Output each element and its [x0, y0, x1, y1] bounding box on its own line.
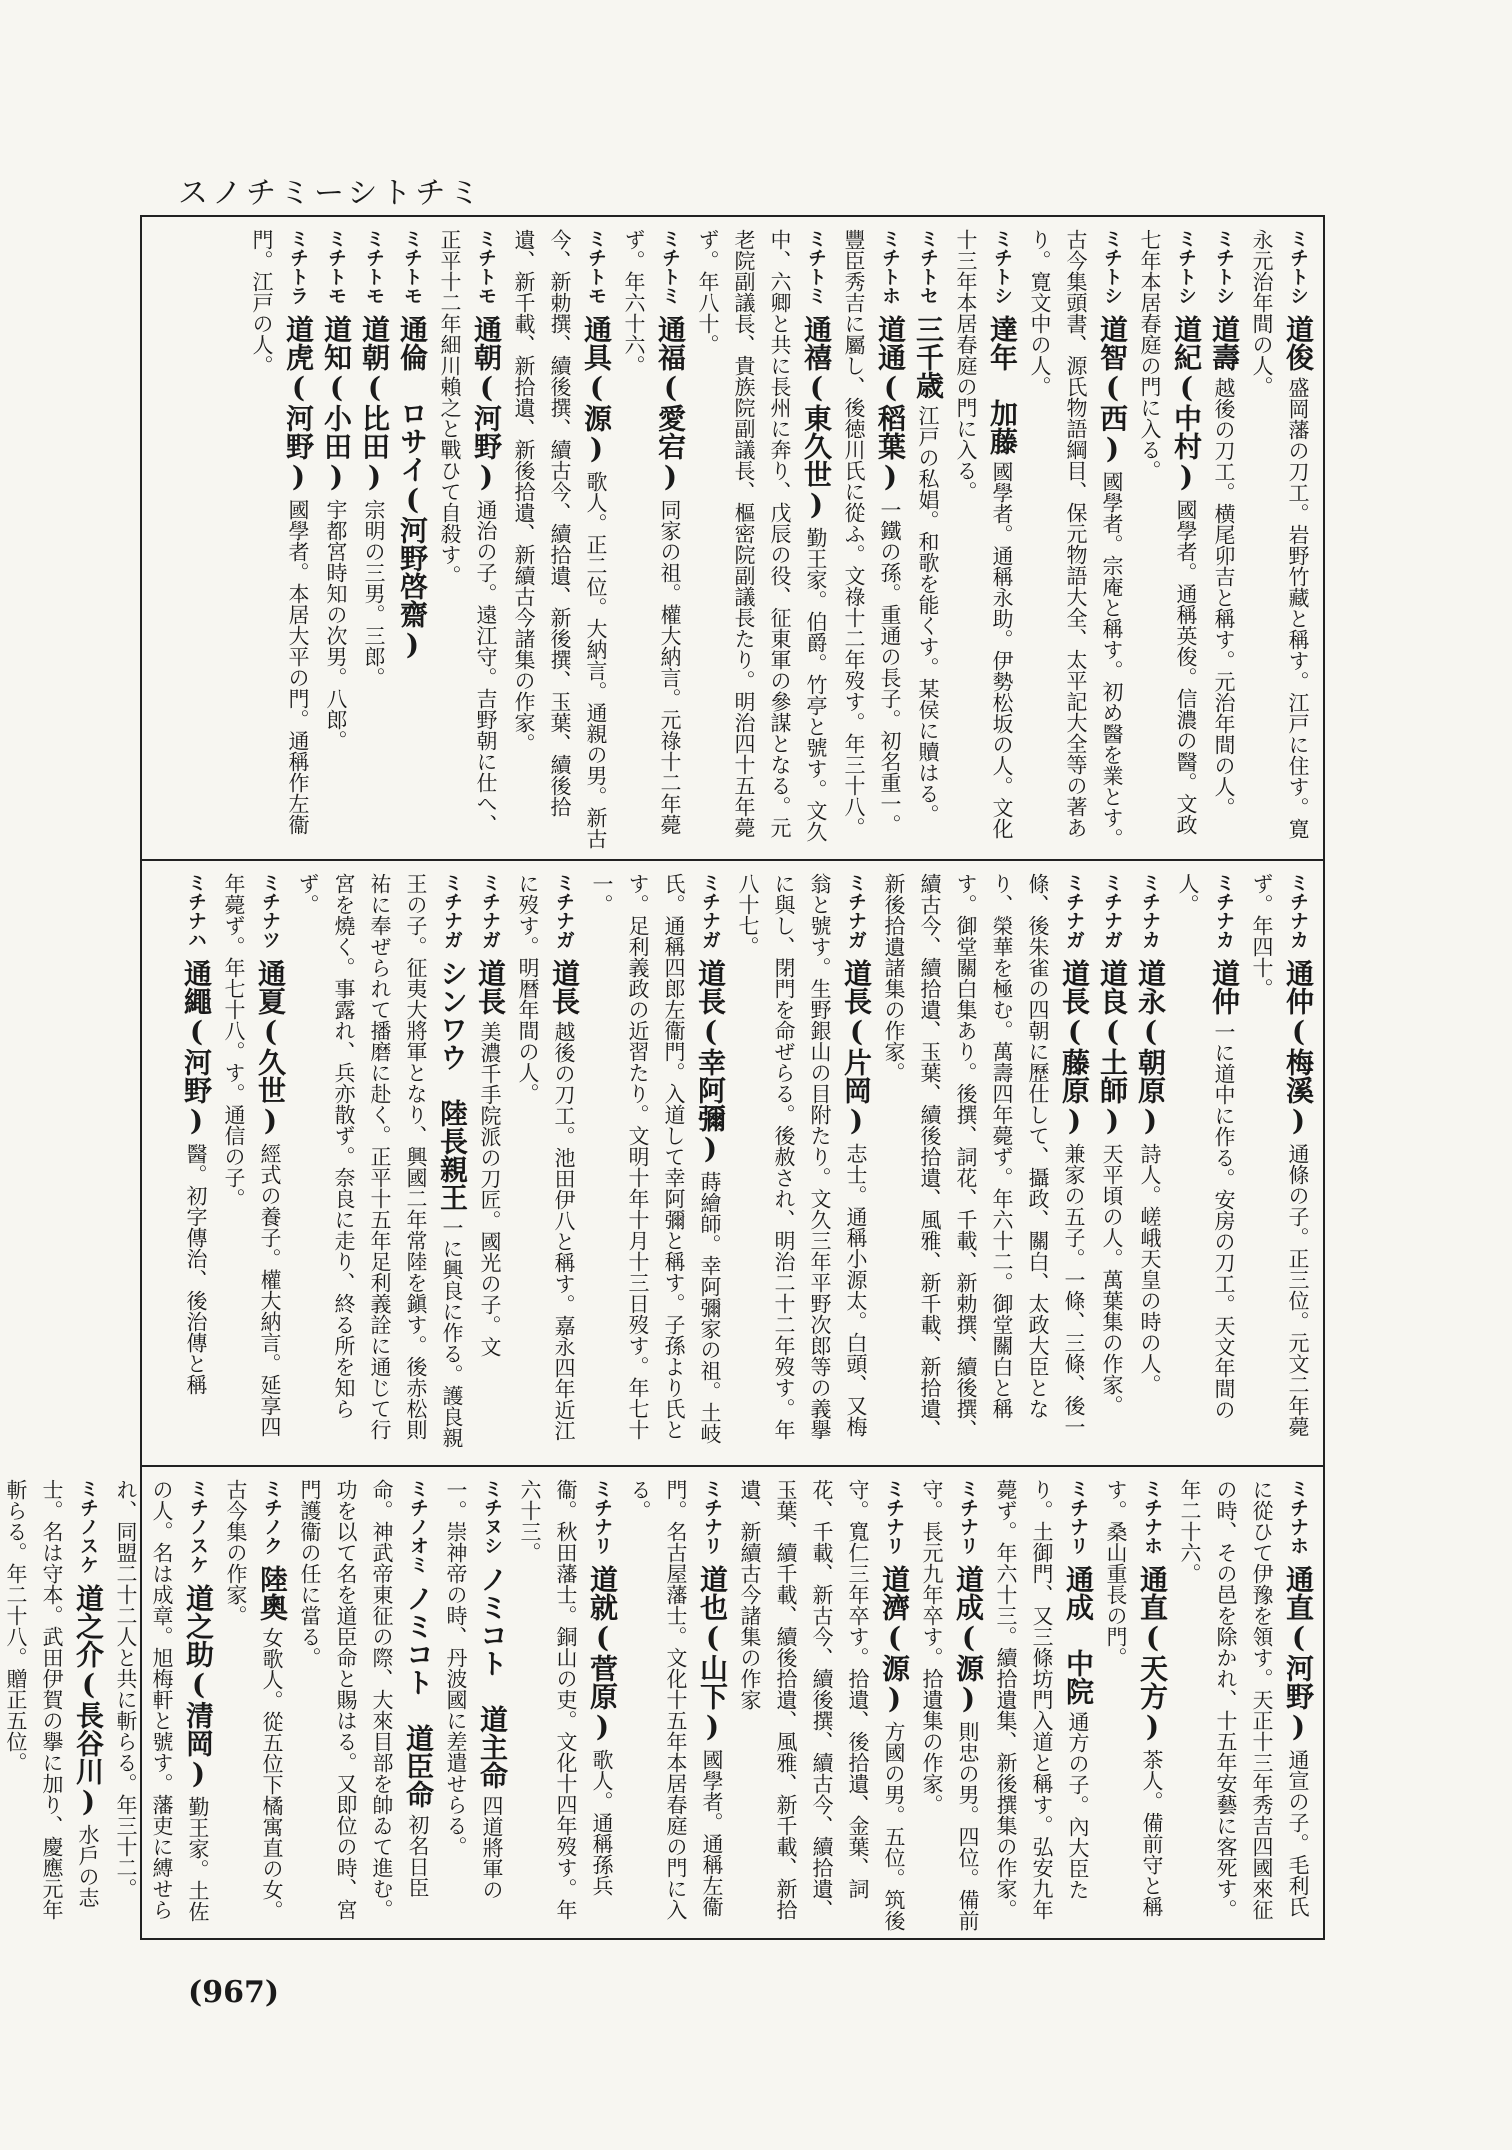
- dictionary-entry: [690, 217, 834, 857]
- entry-headword: 道之助(清岡): [182, 1584, 215, 1790]
- entry-body: 通方の子。內大臣たり。土御門、又三條坊門入道と稱す。弘安九年薨ず。年六十三。續拾遺集、新後撰集の作家。: [994, 1479, 1090, 1920]
- entry-reading: ミチナガ: [699, 873, 721, 949]
- entry-headword: 道仲: [1208, 959, 1241, 1015]
- entry-body: 一に道中に作る。安房の刀工。天文年間の人。: [1176, 873, 1236, 1420]
- dictionary-entry: [472, 861, 508, 1463]
- entry-body: 詩人。嵯峨天皇の時の人。: [1138, 1143, 1162, 1395]
- dictionary-entry: [914, 1467, 986, 1940]
- entry-headword: 道長(藤原): [1058, 959, 1091, 1137]
- entry-reading: ミチナリ: [591, 1479, 613, 1555]
- entry-headword: 通具(源): [580, 315, 613, 465]
- entry-headword: ノミコト 道臣命: [402, 1584, 435, 1808]
- entry-body: 茶人。備前守と稱す。桑山重長の門。: [1104, 1479, 1164, 1917]
- dictionary-frame: [4, 215, 1325, 1940]
- entry-body: 歌人。通稱孫兵衞。秋田藩士。銅山の吏。文化十四年歿す。年六十三。: [518, 1479, 614, 1920]
- entry-headword: 道長(片岡): [840, 959, 873, 1137]
- entry-headword: 通成 中院: [1062, 1565, 1095, 1705]
- dictionary-entry: [292, 1467, 436, 1940]
- entry-body: 國學者。宗庵と稱す。初め醫を業とす。古今集頭書、源氏物語綱目、保元物語大全、太平記大全等の著あり。寛文中の人。: [1028, 229, 1124, 849]
- entry-reading: ミチナリ: [957, 1479, 979, 1555]
- band-top: [142, 217, 1323, 857]
- entry-headword: ノミコト 道主命: [476, 1565, 509, 1789]
- entry-reading: ミチヌシ: [481, 1479, 503, 1555]
- entry-body: 江戸の私娼。和歌を能くす。某侯に贖はる。: [916, 405, 940, 825]
- entry-reading: ミチナカ: [1213, 873, 1235, 949]
- entry-body: 通治の子。遠江守。吉野朝に仕へ、正平十二年細川賴之と戰ひて自殺す。: [438, 229, 498, 835]
- entry-body: 志士。通稱小源太。白頭、又梅翁と號す。生野銀山の目附たり。文久三年平野次郎等の義擧に與し、閉門を命ぜらる。後赦され、明治二十二年歿す。年八十七。: [736, 873, 868, 1440]
- entry-reading: ミチトラ: [287, 229, 309, 305]
- entry-headword: 道智(西): [1096, 315, 1129, 465]
- entry-reading: ミチナガ: [1063, 873, 1085, 949]
- dictionary-entry: [1172, 1467, 1316, 1940]
- dictionary-entry: [1132, 861, 1168, 1463]
- entry-body: 一に興良に作る。護良親王の子。征夷大將軍となり、興國二年常陸を鎭す。後赤松則祐に奉ぜられて播磨に赴く。正平十五年足利義詮に通じて行宮を燒く。事露れ、兵亦散ず。奈良に走り、終る所を知らず。: [296, 873, 464, 1448]
- entry-body: 勤王家。伯爵。竹亭と號す。文久中、六卿と共に長州に奔り、戊辰の役、征東軍の參謀となる。元老院副議長、貴族院副議長、樞密院副議長たり。明治四十五年薨ず。年八十。: [696, 229, 828, 842]
- entry-headword: 道壽: [1208, 315, 1241, 371]
- entry-headword: 道虎(河野): [282, 315, 315, 493]
- dictionary-entry: [622, 1467, 730, 1940]
- dictionary-entry: [1132, 217, 1204, 857]
- band-middle: [142, 859, 1323, 1463]
- entry-body: 醫。初字傳治、後治傳と稱: [184, 1143, 208, 1395]
- entry-headword: 陸奧: [256, 1565, 289, 1621]
- entry-headword: 道長: [474, 959, 507, 1015]
- entry-reading: ミチナガ: [1101, 873, 1123, 949]
- entry-headword: シンワウ 陸長親王: [436, 959, 469, 1211]
- entry-headword: 通繩(河野): [180, 959, 213, 1137]
- entry-body: 越後の刀工。横尾卯吉と稱す。元治年間の人。: [1212, 377, 1236, 818]
- entry-reading: ミチトミ: [659, 229, 681, 305]
- entry-body: 兼家の五子。一條、三條、後一條、後朱雀の四朝に歷仕して、攝政、關白、太政大臣となり、榮華を極む。萬壽四年薨ず。年六十二。御堂關白と稱す。御堂關白集あり。後撰、詞花、千載、新勅撰、續後撰、續古今、續拾遺、玉葉、續後拾遺、風雅、新千載、新拾遺、新後拾遺諸集の作家。: [882, 873, 1086, 1440]
- dictionary-entry: [730, 861, 874, 1463]
- dictionary-entry: [1022, 217, 1130, 857]
- entry-body: 國學者。通稱英俊。信濃の醫。文政七年本居春庭の門に入る。: [1138, 229, 1198, 835]
- dictionary-entry: [988, 1467, 1096, 1940]
- entry-headword: 道朝(比田): [358, 315, 391, 493]
- entry-headword: 道濟(源): [878, 1565, 911, 1715]
- dictionary-entry: [438, 1467, 510, 1940]
- dictionary-entry: [432, 217, 504, 857]
- entry-headword: 道成(源): [952, 1565, 985, 1715]
- dictionary-entry: [1098, 1467, 1170, 1940]
- entry-body: 國學者。本居大平の門。通稱作左衞門。江戸の人。: [250, 229, 310, 835]
- entry-reading: ミチナリ: [1067, 1479, 1089, 1555]
- entry-headword: 通夏(久世): [254, 959, 287, 1137]
- entry-headword: 道就(菅原): [586, 1565, 619, 1743]
- entry-headword: 道也(山下): [696, 1565, 729, 1743]
- entry-body: 通條の子。正三位。元文二年薨ず。年四十。: [1250, 873, 1310, 1437]
- entry-headword: 道長(幸阿彌): [694, 959, 727, 1165]
- entry-reading: ミチトセ: [917, 229, 939, 305]
- entry-body: 通宣の子。毛利氏に從ひて伊豫を領す。天正十三年秀吉四國來征の時、その邑を除かれ、十五年安藝に客死す。年二十六。: [1178, 1479, 1310, 1920]
- dictionary-entry: [244, 217, 316, 857]
- dictionary-entry: [1206, 217, 1242, 857]
- entry-body: 同家の祖。權大納言。元祿十二年薨ず。年六十六。: [622, 229, 682, 835]
- dictionary-entry: [910, 217, 946, 857]
- entry-reading: ミチトホ: [879, 229, 901, 305]
- entry-body: 蒔繪師。幸阿彌家の祖。土岐氏。通稱四郎左衞門。入道して幸阿彌と稱す。子孫より氏とす。足利義政の近習たり。文明十年十月十三日歿す。年七十一。: [590, 873, 722, 1444]
- entry-headword: 道長: [548, 959, 581, 1015]
- dictionary-entry: [178, 861, 214, 1463]
- entry-body: 水戶の志士。名は守本。武田伊賀の擧に加り、慶應元年斬らる。年二十八。贈正五位。: [4, 1479, 100, 1920]
- dictionary-entry: [732, 1467, 912, 1940]
- dictionary-entry: [290, 861, 470, 1463]
- entry-headword: 道紀(中村): [1170, 315, 1203, 493]
- entry-reading: ミチナガ: [845, 873, 867, 949]
- entry-reading: ミチトシ: [1101, 229, 1123, 305]
- entry-reading: ミチトシ: [1287, 229, 1309, 305]
- entry-reading: ミチノスケ: [77, 1479, 99, 1574]
- entry-body: 國學者。通稱永助。伊勢松坂の人。文化十三年本居春庭の門に入る。: [954, 229, 1014, 839]
- dictionary-entry: [948, 217, 1020, 857]
- dictionary-entry: [506, 217, 614, 857]
- entry-reading: ミチナカ: [1139, 873, 1161, 949]
- entry-body: 四道將軍の一。崇神帝の時、丹波國に差遣せらる。: [444, 1479, 504, 1900]
- page-number: (967): [188, 1975, 280, 2010]
- entry-reading: ミチトミ: [805, 229, 827, 305]
- entry-body: 歌人。正二位。大納言。通親の男。新古今、新勅撰、續後撰、續古今、續拾遺、新後撰、玉葉、續後拾遺、新千載、新拾遺、新後拾遺、新續古今諸集の作家。: [512, 229, 608, 849]
- entry-body: 女歌人。從五位下橘寓直の女。古今集の作家。: [224, 1479, 284, 1921]
- entry-headword: 三千歳: [912, 315, 945, 399]
- entry-body: 國學者。通稱左衞門。名古屋藩士。文化十五年本居春庭の門に入る。: [628, 1479, 724, 1920]
- dictionary-entry: [512, 1467, 620, 1940]
- entry-reading: ミチナガ: [479, 873, 501, 949]
- dictionary-entry: [1170, 861, 1242, 1463]
- entry-headword: 道通(稻葉): [874, 315, 907, 493]
- entry-headword: 通倫 ロサイ(河野啓齋): [396, 315, 429, 661]
- entry-body: 宇都宮時知の次男。八郎。: [324, 499, 348, 751]
- entry-headword: 道之介(長谷川): [72, 1584, 105, 1818]
- entry-reading: ミチトシ: [1175, 229, 1197, 305]
- dictionary-entry: [876, 861, 1092, 1463]
- entry-body: 經式の養子。權大納言。延享四年薨ず。年七十八。す。通信の子。: [222, 873, 282, 1437]
- band-bottom: [4, 1465, 1323, 1940]
- dictionary-entry: [108, 1467, 216, 1940]
- dictionary-entry: [0, 1467, 106, 1940]
- entry-reading: ミチトモ: [401, 229, 423, 305]
- entry-reading: ミチノスケ: [187, 1479, 209, 1574]
- entry-headword: 道永(朝原): [1134, 959, 1167, 1137]
- entry-headword: 達年 加藤: [986, 315, 1019, 455]
- entry-headword: 通直(河野): [1282, 1565, 1315, 1743]
- entry-body: 美濃千手院派の刀匠。國光の子。文: [478, 1021, 502, 1357]
- entry-reading: ミチトモ: [325, 229, 347, 305]
- entry-reading: ミチノオミ: [407, 1479, 429, 1574]
- entry-headword: 通仲(梅溪): [1282, 959, 1315, 1137]
- entry-body: 方國の男。五位。筑後守。寬仁三年卒す。拾遺、後拾遺、金葉、詞花、千載、新古今、續後撰、續古今、續拾遺、玉葉、續千載、續後拾遺、風雅、新千載、新拾遺、新續古今諸集の作家: [738, 1479, 906, 1931]
- entry-body: 天平頃の人。萬葉集の作家。: [1100, 1143, 1124, 1416]
- entry-headword: 道良(土師): [1096, 959, 1129, 1137]
- entry-reading: ミチノク: [261, 1479, 283, 1555]
- dictionary-entry: [216, 861, 288, 1463]
- entry-reading: ミチトモ: [363, 229, 385, 305]
- entry-reading: ミチトシ: [991, 229, 1013, 305]
- dictionary-entry: [1244, 217, 1316, 857]
- entry-reading: ミチナハ: [185, 873, 207, 949]
- entry-headword: 道俊: [1282, 315, 1315, 371]
- entry-reading: ミチナホ: [1287, 1479, 1309, 1555]
- dictionary-entry: [1094, 861, 1130, 1463]
- entry-headword: 通福(愛宕): [654, 315, 687, 493]
- entry-body: 勤王家。土佐の人。名は成章。旭梅軒と號す。藩吏に縛せられ、同盟二十二人と共に斬らる。年三十二。: [114, 1479, 210, 1922]
- entry-reading: ミチナガ: [441, 873, 463, 949]
- entry-reading: ミチトシ: [1213, 229, 1235, 305]
- entry-headword: 通禧(東久世): [800, 315, 833, 521]
- entry-headword: 通朝(河野): [470, 315, 503, 493]
- entry-reading: ミチトモ: [475, 229, 497, 305]
- dictionary-entry: [836, 217, 908, 857]
- dictionary-entry: [1244, 861, 1316, 1463]
- entry-headword: 通直(天方): [1136, 1565, 1169, 1743]
- entry-reading: ミチナガ: [553, 873, 575, 949]
- entry-body: 初名日臣命。神武帝東征の際、大來目部を帥ゐて進む。功を以て名を道臣命と賜はる。又即位の時、宮門護衞の任に當る。: [298, 1479, 430, 1920]
- dictionary-entry: [616, 217, 688, 857]
- dictionary-entry: [356, 217, 392, 857]
- entry-reading: ミチナリ: [701, 1479, 723, 1555]
- entry-body: 則忠の男。四位。備前守。長元九年卒す。拾遺集の作家。: [920, 1479, 980, 1931]
- entry-body: 盛岡藩の刀工。岩野竹藏と稱す。江戸に住す。寛永元治年間の人。: [1250, 229, 1310, 839]
- running-head: スノチミーシトチミ: [178, 176, 484, 211]
- dictionary-entry: [394, 217, 430, 857]
- entry-body: 越後の刀工。池田伊八と稱す。嘉永四年近江に歿す。明暦年間の人。: [516, 873, 576, 1441]
- dictionary-entry: [584, 861, 728, 1463]
- entry-reading: ミチナリ: [883, 1479, 905, 1555]
- dictionary-entry: [510, 861, 582, 1463]
- dictionary-entry: [318, 217, 354, 857]
- entry-headword: 道知(小田): [320, 315, 353, 493]
- entry-reading: ミチトモ: [585, 229, 607, 305]
- entry-reading: ミチナツ: [259, 873, 281, 949]
- dictionary-entry: [218, 1467, 290, 1940]
- entry-reading: ミチナカ: [1287, 873, 1309, 949]
- entry-body: 宗明の三男。三郎。: [362, 499, 386, 688]
- entry-body: 一鐵の孫。重通の長子。初名重一。豐臣秀吉に屬し、後徳川氏に從ふ。文祿十二年歿す。年三十八。: [842, 229, 902, 838]
- entry-reading: ミチナホ: [1141, 1479, 1163, 1555]
